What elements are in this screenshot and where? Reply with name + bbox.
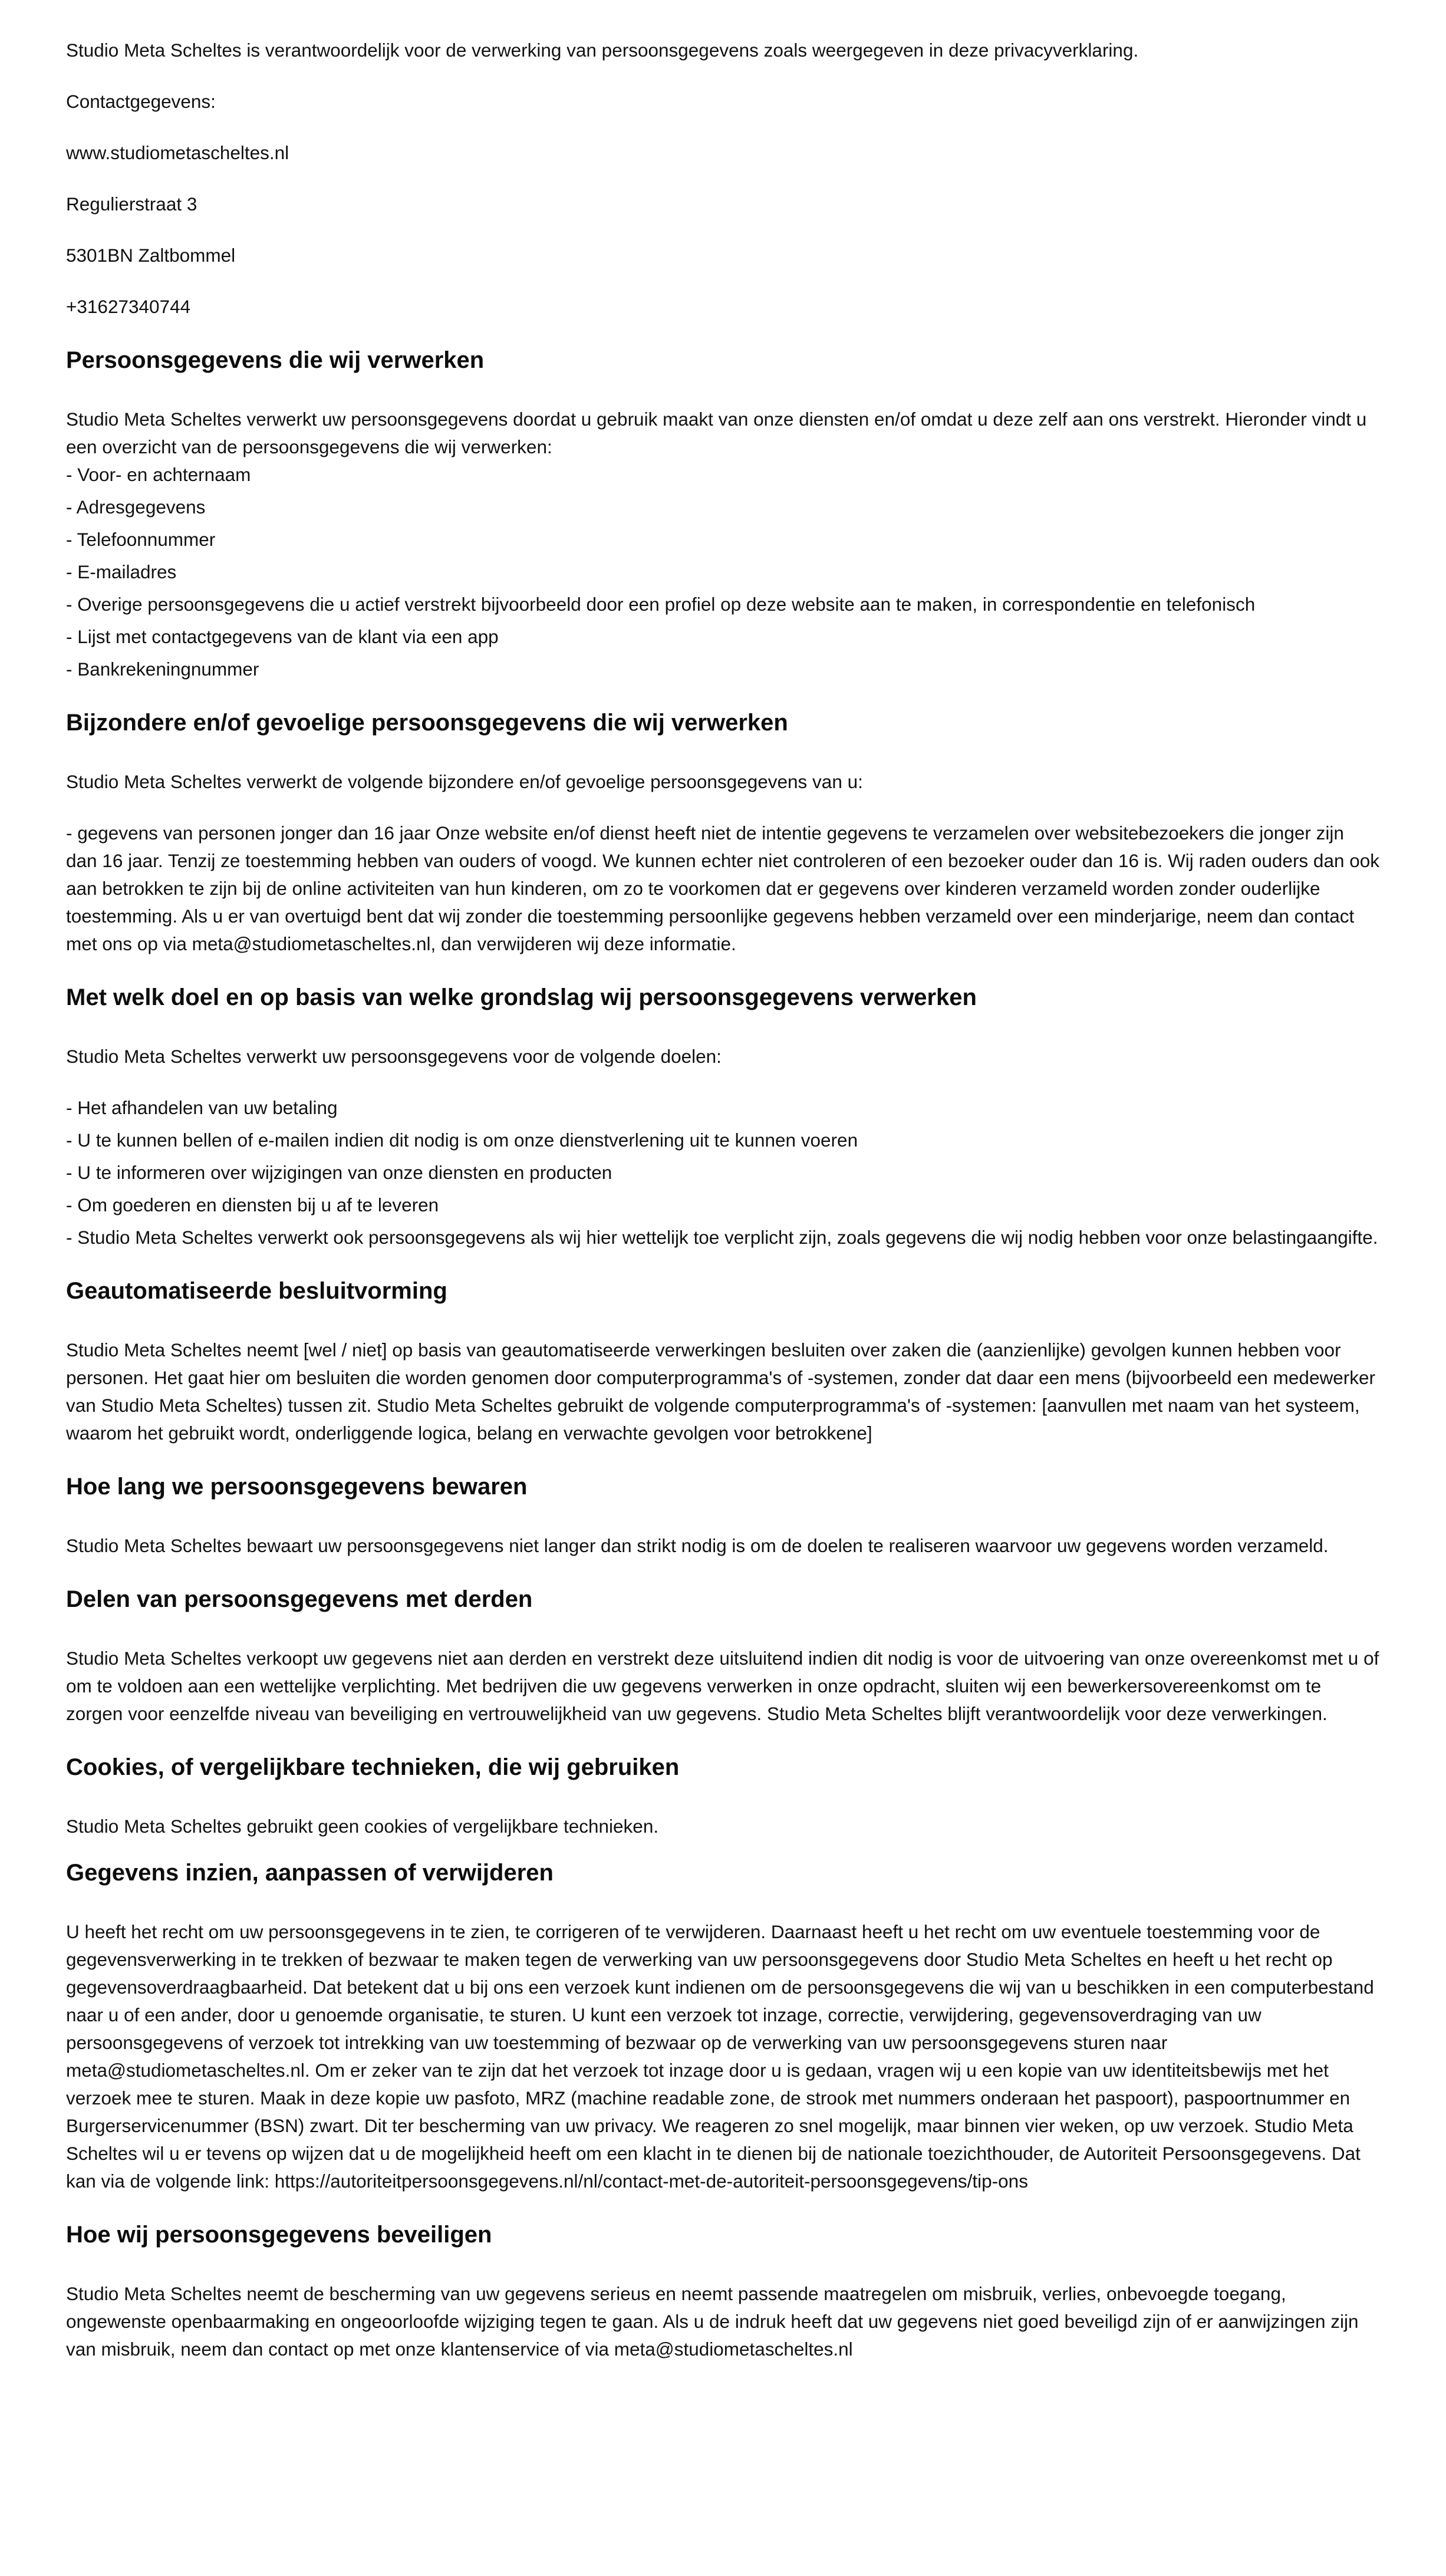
list-item: - Bankrekeningnummer [66,658,259,680]
contact-street: Regulierstraat 3 [66,193,197,215]
heading-cookies: Cookies, of vergelijkbare technieken, die wij gebruiken [66,1754,680,1780]
heading-sharing: Delen van persoonsgegevens met derden [66,1586,533,1612]
cookies-body: Studio Meta Scheltes gebruikt geen cookies of vergelijkbare technieken. [66,1816,659,1837]
sharing-body: Studio Meta Scheltes verkoopt uw gegevens niet aan derden en verstrekt deze uitsluitend indien dit nodig is voor de uitvoering van onze overeenkomst met u of om te voldoen aan een wettelijke verplichting. Met bedrijven die uw gegevens verwerken in onze opdracht, sluiten wij een bewerkersovereenkomst om te zorgen voor eenzelfde niveau van beveiliging en vertrouwelijkheid van uw gegevens. Studio Meta Scheltes blijft verantwoordelijk voor deze verwerkingen. [66,1648,1379,1724]
processed-intro: Studio Meta Scheltes verwerkt uw persoonsgegevens doordat u gebruik maakt van onze diensten en/of omdat u deze zelf aan ons verstrekt. Hieronder vindt u een overzicht van de persoonsgegevens die wij verwerken: [66,409,1367,457]
list-item: - E-mailadres [66,561,177,582]
list-item: - Studio Meta Scheltes verwerkt ook persoonsgegevens als wij hier wettelijk toe verplicht zijn, zoals gegevens die wij nodig hebben voor onze belastingaangifte. [66,1227,1378,1248]
heading-automated-decisions: Geautomatiseerde besluitvorming [66,1278,447,1304]
access-body: U heeft het recht om uw persoonsgegevens in te zien, te corrigeren of te verwijderen. Daarnaast heeft u het recht om uw eventuele toestemming voor de gegevensverwerking in te trekken of bezwaar te maken tegen de verwerking van uw persoonsgegevens door Studio Meta Scheltes en heeft u het recht op gegevensoverdraagbaarheid. Dat betekent dat u bij ons een verzoek kunt indienen om de persoonsgegevens die wij van u beschikken in een computerbestand naar u of een ander, door u genoemde organisatie, te sturen. U kunt een verzoek tot inzage, correctie, verwijdering, gegevensoverdraging van uw persoonsgegevens of verzoek tot intrekking van uw toestemming of bezwaar op de verwerking van uw persoonsgegevens sturen naar meta@studiometascheltes.nl. Om er zeker van te zijn dat het verzoek tot inzage door u is gedaan, vragen wij u een kopie van uw identiteitsbewijs met het verzoek mee te sturen. Maak in deze kopie uw pasfoto, MRZ (machine readable zone, de strook met nummers onderaan het paspoort), paspoortnummer en Burgerservicenummer (BSN) zwart. Dit ter bescherming van uw privacy. We reageren zo snel mogelijk, maar binnen vier weken, op uw verzoek. Studio Meta Scheltes wil u er tevens op wijzen dat u de mogelijkheid heeft om een klacht in te dienen bij de nationale toezichthouder, de Autoriteit Persoonsgegevens. Dat kan via de volgende link: https://autoriteitpersoonsgegevens.nl/nl/contact-met-de-autoriteit-persoonsgegevens/tip-ons [66,1921,1374,2192]
list-item: - Lijst met contactgegevens van de klant via een app [66,626,499,647]
automated-body: Studio Meta Scheltes neemt [wel / niet] op basis van geautomatiseerde verwerkingen besluiten over zaken die (aanzienlijke) gevolgen kunnen hebben voor personen. Het gaat hier om besluiten die worden genomen door computerprogramma's of -systemen, zonder dat daar een mens (bijvoorbeeld een medewerker van Studio Meta Scheltes) tussen zit. Studio Meta Scheltes gebruikt de volgende computerprogramma's of -systemen: [aanvullen met naam van het systeem, waarom het gebruikt wordt, onderliggende logica, belang en verwachte gevolgen voor betrokkene] [66,1339,1375,1444]
list-item: - U te informeren over wijzigingen van onze diensten en producten [66,1162,612,1183]
security-body: Studio Meta Scheltes neemt de bescherming van uw gegevens serieus en neemt passende maatregelen om misbruik, verlies, onbevoegde toegang, ongewenste openbaarmaking en ongeoorloofde wijziging tegen te gaan. Als u de indruk heeft dat uw gegevens niet goed beveiligd zijn of er aanwijzingen zijn van misbruik, neem dan contact op met onze klantenservice of via meta@studiometascheltes.nl [66,2283,1359,2360]
list-item: - Overige persoonsgegevens die u actief verstrekt bijvoorbeeld door een profiel op deze website aan te maken, in correspondentie en telefonisch [66,594,1256,615]
intro-statement: Studio Meta Scheltes is verantwoordelijk voor de verwerking van persoonsgegevens zoals weergegeven in deze privacyverklaring. [66,39,1139,61]
sensitive-body: - gegevens van personen jonger dan 16 jaar Onze website en/of dienst heeft niet de intentie gegevens te verzamelen over websitebezoekers die jonger zijn dan 16 jaar. Tenzij ze toestemming hebben van ouders of voogd. We kunnen echter niet controleren of een bezoeker ouder dan 16 is. Wij raden ouders dan ook aan betrokken te zijn bij de online activiteiten van hun kinderen, om zo te voorkomen dat er gegevens over kinderen verzameld worden zonder ouderlijke toestemming. Als u er van overtuigd bent dat wij zonder die toestemming persoonlijke gegevens hebben verzameld over een minderjarige, neem dan contact met ons op via meta@studiometascheltes.nl, dan verwijderen wij deze informatie. [66,822,1380,954]
contact-phone: +31627340744 [66,296,191,317]
contact-label: Contactgegevens: [66,91,216,112]
list-item: - Adresgegevens [66,496,206,518]
intro-block [66,37,1380,321]
list-item: - Het afhandelen van uw betaling [66,1097,338,1118]
list-item: - Telefoonnummer [66,529,216,550]
heading-sensitive-data: Bijzondere en/of gevoelige persoonsgegevens die wij verwerken [66,710,788,736]
purpose-intro: Studio Meta Scheltes verwerkt uw persoonsgegevens voor de volgende doelen: [66,1046,722,1067]
retention-body: Studio Meta Scheltes bewaart uw persoonsgegevens niet langer dan strikt nodig is om de doelen te realiseren waarvoor uw gegevens worden verzameld. [66,1535,1329,1556]
sensitive-intro: Studio Meta Scheltes verwerkt de volgende bijzondere en/of gevoelige persoonsgegevens van u: [66,771,863,792]
heading-processed-data: Persoonsgegevens die wij verwerken [66,347,485,373]
heading-security: Hoe wij persoonsgegevens beveiligen [66,2222,492,2248]
heading-purpose: Met welk doel en op basis van welke grondslag wij persoonsgegevens verwerken [66,984,977,1010]
contact-website: www.studiometascheltes.nl [66,142,289,163]
heading-access-rights: Gegevens inzien, aanpassen of verwijderen [66,1860,554,1886]
heading-retention: Hoe lang we persoonsgegevens bewaren [66,1474,528,1500]
list-item: - Om goederen en diensten bij u af te leveren [66,1194,439,1215]
list-item: - U te kunnen bellen of e-mailen indien dit nodig is om onze dienstverlening uit te kunnen voeren [66,1129,858,1151]
contact-city: 5301BN Zaltbommel [66,245,236,266]
processed-data-list [66,461,1380,683]
list-item: - Voor- en achternaam [66,464,251,485]
purpose-list [66,1094,1380,1251]
